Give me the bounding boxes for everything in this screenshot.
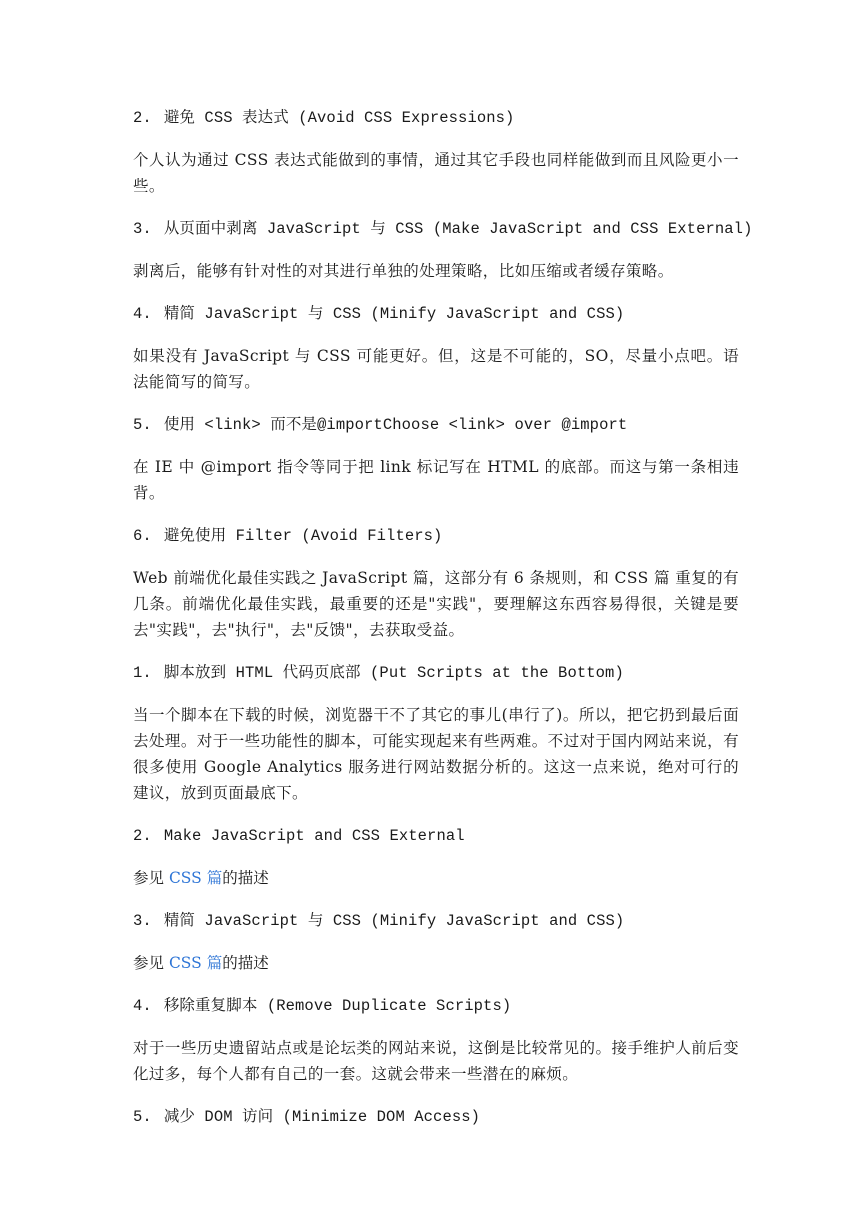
section-number: 3. — [133, 220, 152, 238]
section-heading — [133, 413, 739, 437]
section-number: 2. — [133, 827, 152, 845]
section-heading — [133, 661, 739, 685]
paragraph: 剥离后，能够有针对性的对其进行单独的处理策略，比如压缩或者缓存策略。 — [133, 262, 674, 280]
section-number: 6. — [133, 527, 152, 545]
paragraph: 个人认为通过 CSS 表达式能做到的事情，通过其它手段也同样能做到而且风险更小一些。 — [133, 151, 739, 195]
paragraph: 如果没有 JavaScript 与 CSS 可能更好。但，这是不可能的，SO，尽量小点吧。语法能简写的简写。 — [133, 347, 739, 391]
section-number: 2. — [133, 109, 152, 127]
section-heading — [133, 994, 739, 1018]
reference-prefix: 参见 — [133, 954, 169, 972]
section-title: 精简 JavaScript 与 CSS (Minify JavaScript and CSS) — [163, 912, 625, 930]
reference-paragraph — [133, 950, 739, 976]
paragraph: Web 前端优化最佳实践之 JavaScript 篇，这部分有 6 条规则，和 CSS 篇 重复的有几条。前端优化最佳实践，最重要的还是"实践"，要理解这东西容易得很，关键是要去"实践"，去"执行"，去"反馈"，去获取受益。 — [133, 569, 739, 639]
reference-suffix: 的描述 — [222, 869, 269, 887]
section-number: 4. — [133, 997, 152, 1015]
document-page — [133, 106, 753, 1146]
css-article-link[interactable]: CSS 篇 — [168, 954, 223, 972]
reference-suffix: 的描述 — [222, 954, 269, 972]
section-heading — [133, 824, 739, 848]
section-number: 5. — [133, 1108, 152, 1126]
paragraph: 对于一些历史遗留站点或是论坛类的网站来说，这倒是比较常见的。接手维护人前后变化过多，每个人都有自己的一套。这就会带来一些潜在的麻烦。 — [133, 1039, 739, 1083]
section-number: 3. — [133, 912, 152, 930]
section-heading — [133, 1105, 739, 1129]
section-heading — [133, 217, 753, 241]
section-title: 脚本放到 HTML 代码页底部 (Put Scripts at the Bottom) — [163, 664, 624, 682]
section-title: 避免使用 Filter (Avoid Filters) — [163, 527, 443, 545]
reference-prefix: 参见 — [133, 869, 169, 887]
css-article-link[interactable]: CSS 篇 — [168, 869, 223, 887]
section-title: 避免 CSS 表达式 (Avoid CSS Expressions) — [163, 109, 515, 127]
section-title: 移除重复脚本 (Remove Duplicate Scripts) — [163, 997, 512, 1015]
section-heading — [133, 106, 739, 130]
section-heading — [133, 524, 739, 548]
section-title: 从页面中剥离 JavaScript 与 CSS (Make JavaScript and CSS External) — [163, 220, 753, 238]
section-title: 减少 DOM 访问 (Minimize DOM Access) — [163, 1108, 481, 1126]
section-number: 1. — [133, 664, 152, 682]
section-title: 使用 <link> 而不是@importChoose <link> over @import — [163, 416, 628, 434]
paragraph: 在 IE 中 @import 指令等同于把 link 标记写在 HTML 的底部。而这与第一条相违背。 — [133, 458, 739, 502]
section-title: 精简 JavaScript 与 CSS (Minify JavaScript and CSS) — [163, 305, 625, 323]
section-heading — [133, 302, 739, 326]
reference-paragraph — [133, 865, 739, 891]
section-number: 4. — [133, 305, 152, 323]
section-number: 5. — [133, 416, 152, 434]
section-title: Make JavaScript and CSS External — [163, 827, 465, 845]
paragraph: 当一个脚本在下载的时候，浏览器干不了其它的事儿(串行了)。所以，把它扔到最后面去处理。对于一些功能性的脚本，可能实现起来有些两难。不过对于国内网站来说，有很多使用 Google Analytics 服务进行网站数据分析的。这这一点来说，绝对可行的建议，放到页面最底下。 — [133, 706, 739, 802]
section-heading — [133, 909, 739, 933]
